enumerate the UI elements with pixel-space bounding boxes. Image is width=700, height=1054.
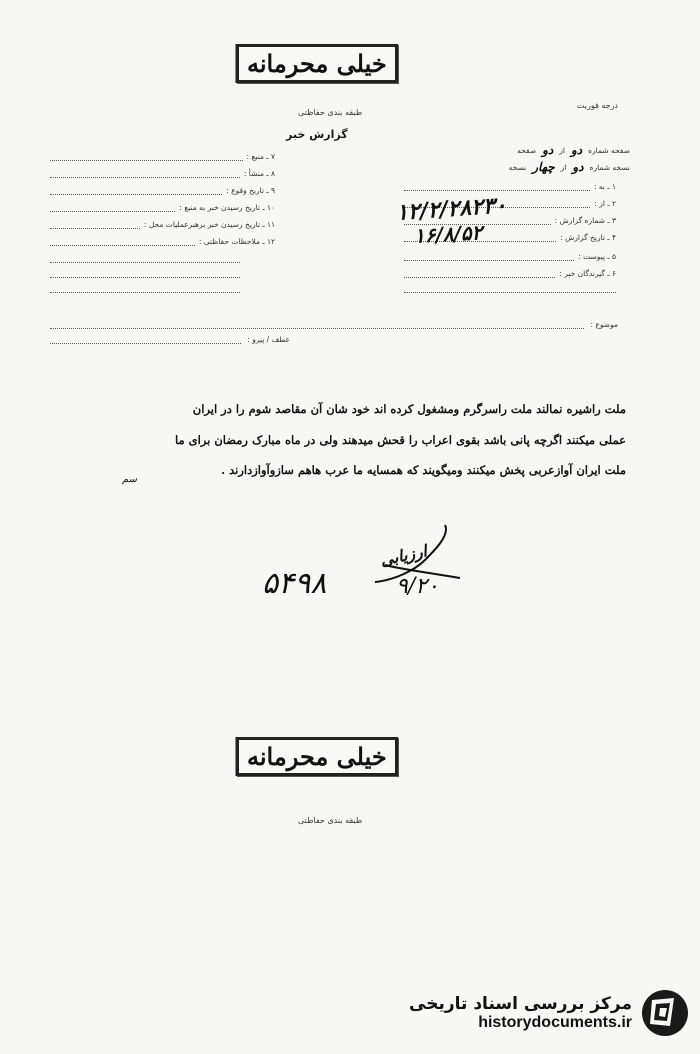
left-field-row — [50, 220, 275, 229]
page-suffix-label: صفحه — [517, 145, 537, 155]
footer-url: historydocuments.ir — [478, 1014, 632, 1031]
left-field-row — [50, 237, 275, 246]
right-field-row — [404, 182, 616, 191]
left-field-label: ۱۲ ـ ملاحظات حفاظتی : — [198, 237, 275, 246]
left-blank-line — [50, 262, 240, 263]
copy-of-label: از — [560, 162, 567, 172]
subject-dots — [50, 328, 584, 329]
handwritten-report-date: ۱۶/۸/۵۲ — [413, 220, 483, 248]
page-total-value: دو — [542, 143, 554, 157]
right-blank-line — [404, 292, 616, 293]
left-field-dots — [50, 228, 140, 229]
subject-row — [50, 320, 618, 329]
archive-logo-icon — [640, 988, 690, 1038]
right-field-label: ۵ ـ پیوست : — [578, 252, 616, 261]
footer-org-name: مرکز بررسی اسناد تاریخی — [409, 994, 632, 1014]
right-field-row — [404, 269, 616, 278]
right-field-label: ۶ ـ گیرندگان خبر : — [559, 269, 616, 278]
body-line: عملی میکنند اگرچه پانی باشد بقوی اعراب را قحش میدهند ولی در ماه مبارک رمضان برای ما — [174, 433, 626, 447]
urgency-label: درجه فوریت — [576, 101, 618, 110]
copy-total-value: چهار — [532, 160, 555, 174]
right-field-label: ۴ ـ تاریخ گزارش : — [560, 233, 616, 242]
handwritten-report-number: ۱۲/۲/۲۸۲۳۰ — [395, 192, 508, 226]
right-field-dots — [404, 190, 590, 191]
subject-label: موضوع : — [590, 320, 618, 329]
footer-logo — [409, 988, 690, 1038]
left-field-dots — [50, 211, 175, 212]
left-field-row — [50, 152, 275, 161]
left-field-label: ۸ ـ منشأ : — [243, 169, 275, 178]
page-number-line — [400, 143, 630, 157]
left-field-label: ۷ ـ منبع : — [246, 152, 275, 161]
right-field-dots — [404, 277, 555, 278]
report-title: گزارش خبر — [286, 128, 348, 141]
right-field-label: ۱ ـ به : — [593, 182, 616, 191]
page-of-label: از — [559, 145, 565, 155]
top-classification-stamp: خیلی محرمانه — [236, 44, 398, 83]
copy-number-label: نسخه شماره — [589, 162, 630, 172]
copy-suffix-label: نسخه — [508, 162, 527, 172]
copy-number-line — [400, 160, 630, 174]
left-field-dots — [50, 177, 240, 178]
copy-number-value: دو — [572, 160, 584, 174]
attachment-label: عطف / پیرو : — [247, 335, 290, 344]
handwritten-short-number: ۹/۲۰ — [396, 574, 439, 599]
left-field-label: ۹ ـ تاریخ وقوع : — [226, 186, 275, 195]
left-field-label: ۱۱ ـ تاریخ رسیدن خبر برهبرعملیات محل : — [143, 220, 275, 229]
top-classification-caption: طبقه بندی حفاظتی — [298, 108, 363, 117]
right-field-label: ۲ ـ از : — [594, 199, 616, 208]
left-blank-line — [50, 277, 240, 278]
left-field-label: ۱۰ ـ تاریخ رسیدن خبر به منبع : — [179, 203, 275, 212]
handwritten-number: ۵۴۹۸ — [262, 566, 327, 601]
left-field-dots — [50, 245, 195, 246]
page-number-label: صفحه شماره — [588, 145, 630, 155]
left-field-dots — [50, 160, 243, 161]
attachment-dots — [50, 343, 241, 344]
bottom-classification-caption: طبقه بندی حفاظتی — [298, 816, 363, 825]
right-field-label: ۳ ـ شماره گزارش : — [554, 216, 616, 225]
footer-text-block — [409, 994, 632, 1032]
right-field-row — [404, 252, 616, 261]
handwritten-note: ارزیابی — [378, 541, 429, 570]
body-line: ملت ایران آوازعربی پخش میکنند ومیگویند که همسایه ما عرب هاهم سازوآوازدارند . — [221, 463, 626, 477]
left-field-row — [50, 169, 275, 178]
bottom-classification-stamp: خیلی محرمانه — [236, 737, 398, 776]
margin-note: سم — [122, 474, 138, 485]
left-field-dots — [50, 194, 222, 195]
left-field-row — [50, 186, 275, 195]
body-line: ملت راشیره نمالند ملت راسرگرم ومشغول کرده اند خود شان آن مقاصد شوم را در ایران — [192, 402, 626, 416]
left-field-row — [50, 203, 275, 212]
right-field-dots — [404, 260, 574, 261]
left-blank-line — [50, 292, 240, 293]
page-number-value: دو — [570, 143, 583, 157]
attachment-row — [50, 335, 290, 344]
